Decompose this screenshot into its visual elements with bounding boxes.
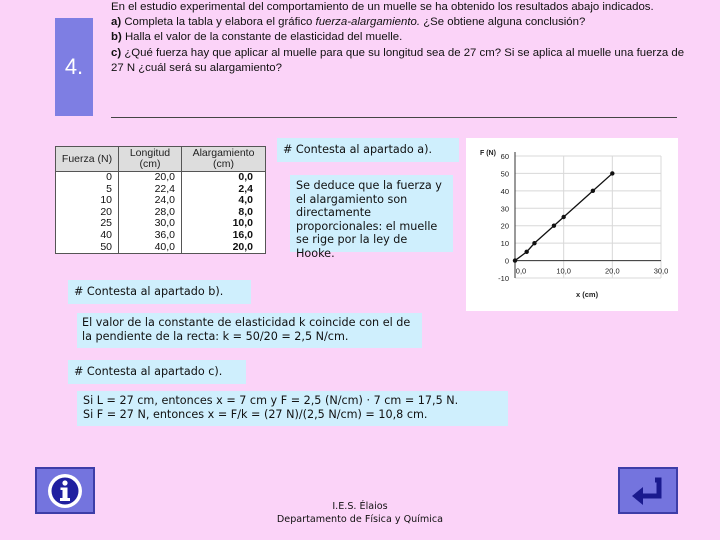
cell-length: 28,0 — [119, 207, 182, 219]
y-tick-label: 0 — [504, 256, 509, 266]
answer-c-line: Si F = 27 N, entonces x = F/k = (27 N)/(2,5 N/cm) = 10,8 cm. — [83, 408, 428, 421]
part-a-text: Completa la tabla y elabora el gráfico — [124, 16, 313, 29]
info-button[interactable] — [35, 467, 95, 514]
cell-force: 50 — [56, 242, 119, 254]
y-tick-label: 30 — [500, 204, 509, 214]
cell-elongation: 10,0 — [182, 218, 266, 230]
data-point — [591, 189, 595, 193]
table-header-row — [56, 147, 266, 172]
cell-elongation: 16,0 — [182, 230, 266, 242]
header-length: Longitud (cm) — [119, 147, 182, 172]
answer-c-line: Si L = 27 cm, entonces x = 7 cm y F = 2,5 (N/cm) · 7 cm = 17,5 N. — [83, 394, 459, 407]
cell-force: 40 — [56, 230, 119, 242]
answer-a-body: Se deduce que la fuerza y el alargamiento son directamente proporcionales: el muelle se rige por la ley de Hooke. — [290, 175, 453, 252]
cell-length: 22,4 — [119, 184, 182, 196]
answer-a-heading: # Contesta al apartado a). — [277, 138, 459, 162]
return-arrow-icon — [628, 474, 668, 508]
info-icon — [46, 472, 84, 510]
cell-length: 24,0 — [119, 195, 182, 207]
x-tick-label: 10,0 — [556, 266, 571, 276]
cell-elongation: 20,0 — [182, 242, 266, 254]
part-b-text: Halla el valor de la constante de elasticidad del muelle. — [124, 31, 403, 44]
data-point — [513, 258, 517, 262]
part-c-label: c) — [111, 46, 122, 59]
part-c-text: ¿Qué fuerza hay que aplicar al muelle para que su longitud sea de 27 cm? Si se aplica al muelle una fuerza de 27 N ¿cuál será su alargamiento? — [111, 46, 685, 74]
answer-c-body — [77, 391, 508, 426]
cell-length: 40,0 — [119, 242, 182, 254]
cell-force: 20 — [56, 207, 119, 219]
cell-force: 10 — [56, 195, 119, 207]
cell-elongation: 8,0 — [182, 207, 266, 219]
cell-elongation: 0,0 — [182, 172, 266, 184]
cell-elongation: 4,0 — [182, 195, 266, 207]
force-elongation-chart — [466, 138, 678, 311]
cell-length: 36,0 — [119, 230, 182, 242]
answer-b-body: El valor de la constante de elasticidad k coincide con el de la pendiente de la recta: k = 50/20 = 2,5 N/cm. — [77, 313, 422, 348]
x-axis-title: x (cm) — [576, 290, 599, 299]
answer-b-heading: # Contesta al apartado b). — [68, 280, 251, 304]
footer — [260, 500, 460, 526]
cell-elongation: 2,4 — [182, 184, 266, 196]
part-c — [111, 46, 686, 76]
part-a — [111, 15, 686, 30]
x-tick-label: 0,0 — [515, 266, 527, 276]
department-name: Departamento de Física y Química — [276, 514, 444, 525]
y-tick-label: -10 — [498, 274, 509, 283]
data-table — [55, 146, 266, 254]
data-point — [532, 241, 536, 245]
cell-length: 30,0 — [119, 218, 182, 230]
divider — [111, 117, 677, 118]
y-tick-label: 60 — [500, 152, 509, 161]
table-row — [56, 172, 266, 184]
y-tick-label: 10 — [500, 239, 509, 249]
exercise-number: 4. — [55, 18, 93, 116]
cell-force: 0 — [56, 172, 119, 184]
table-row — [56, 230, 266, 242]
cell-length: 20,0 — [119, 172, 182, 184]
data-point — [524, 250, 528, 254]
y-tick-label: 40 — [500, 186, 509, 196]
exercise-statement — [111, 0, 686, 76]
y-axis-title: F (N) — [480, 150, 496, 157]
intro-line: En el estudio experimental del comportamiento de un muelle se ha obtenido los resultados abajo indicados. — [111, 1, 654, 13]
x-tick-label: 30,0 — [653, 266, 669, 276]
y-tick-label: 50 — [500, 169, 509, 179]
answer-c-heading: # Contesta al apartado c). — [68, 360, 246, 384]
part-a-italic: fuerza-alargamiento. — [315, 16, 421, 29]
data-point — [610, 171, 614, 175]
cell-force: 25 — [56, 218, 119, 230]
table-row — [56, 242, 266, 254]
part-a-question: ¿Se obtiene alguna conclusión? — [423, 16, 586, 29]
data-point — [561, 215, 565, 219]
chart-svg — [466, 138, 678, 311]
school-name: I.E.S. Élaios — [332, 501, 388, 512]
back-button[interactable] — [618, 467, 678, 514]
part-b — [111, 30, 686, 45]
cell-force: 5 — [56, 184, 119, 196]
header-elongation: Alargamiento (cm) — [182, 147, 266, 172]
data-point — [552, 224, 556, 228]
header-force: Fuerza (N) — [56, 147, 119, 172]
x-tick-label: 20,0 — [605, 266, 620, 276]
part-b-label: b) — [111, 31, 122, 44]
part-a-label: a) — [111, 16, 122, 29]
y-tick-label: 20 — [500, 221, 509, 231]
